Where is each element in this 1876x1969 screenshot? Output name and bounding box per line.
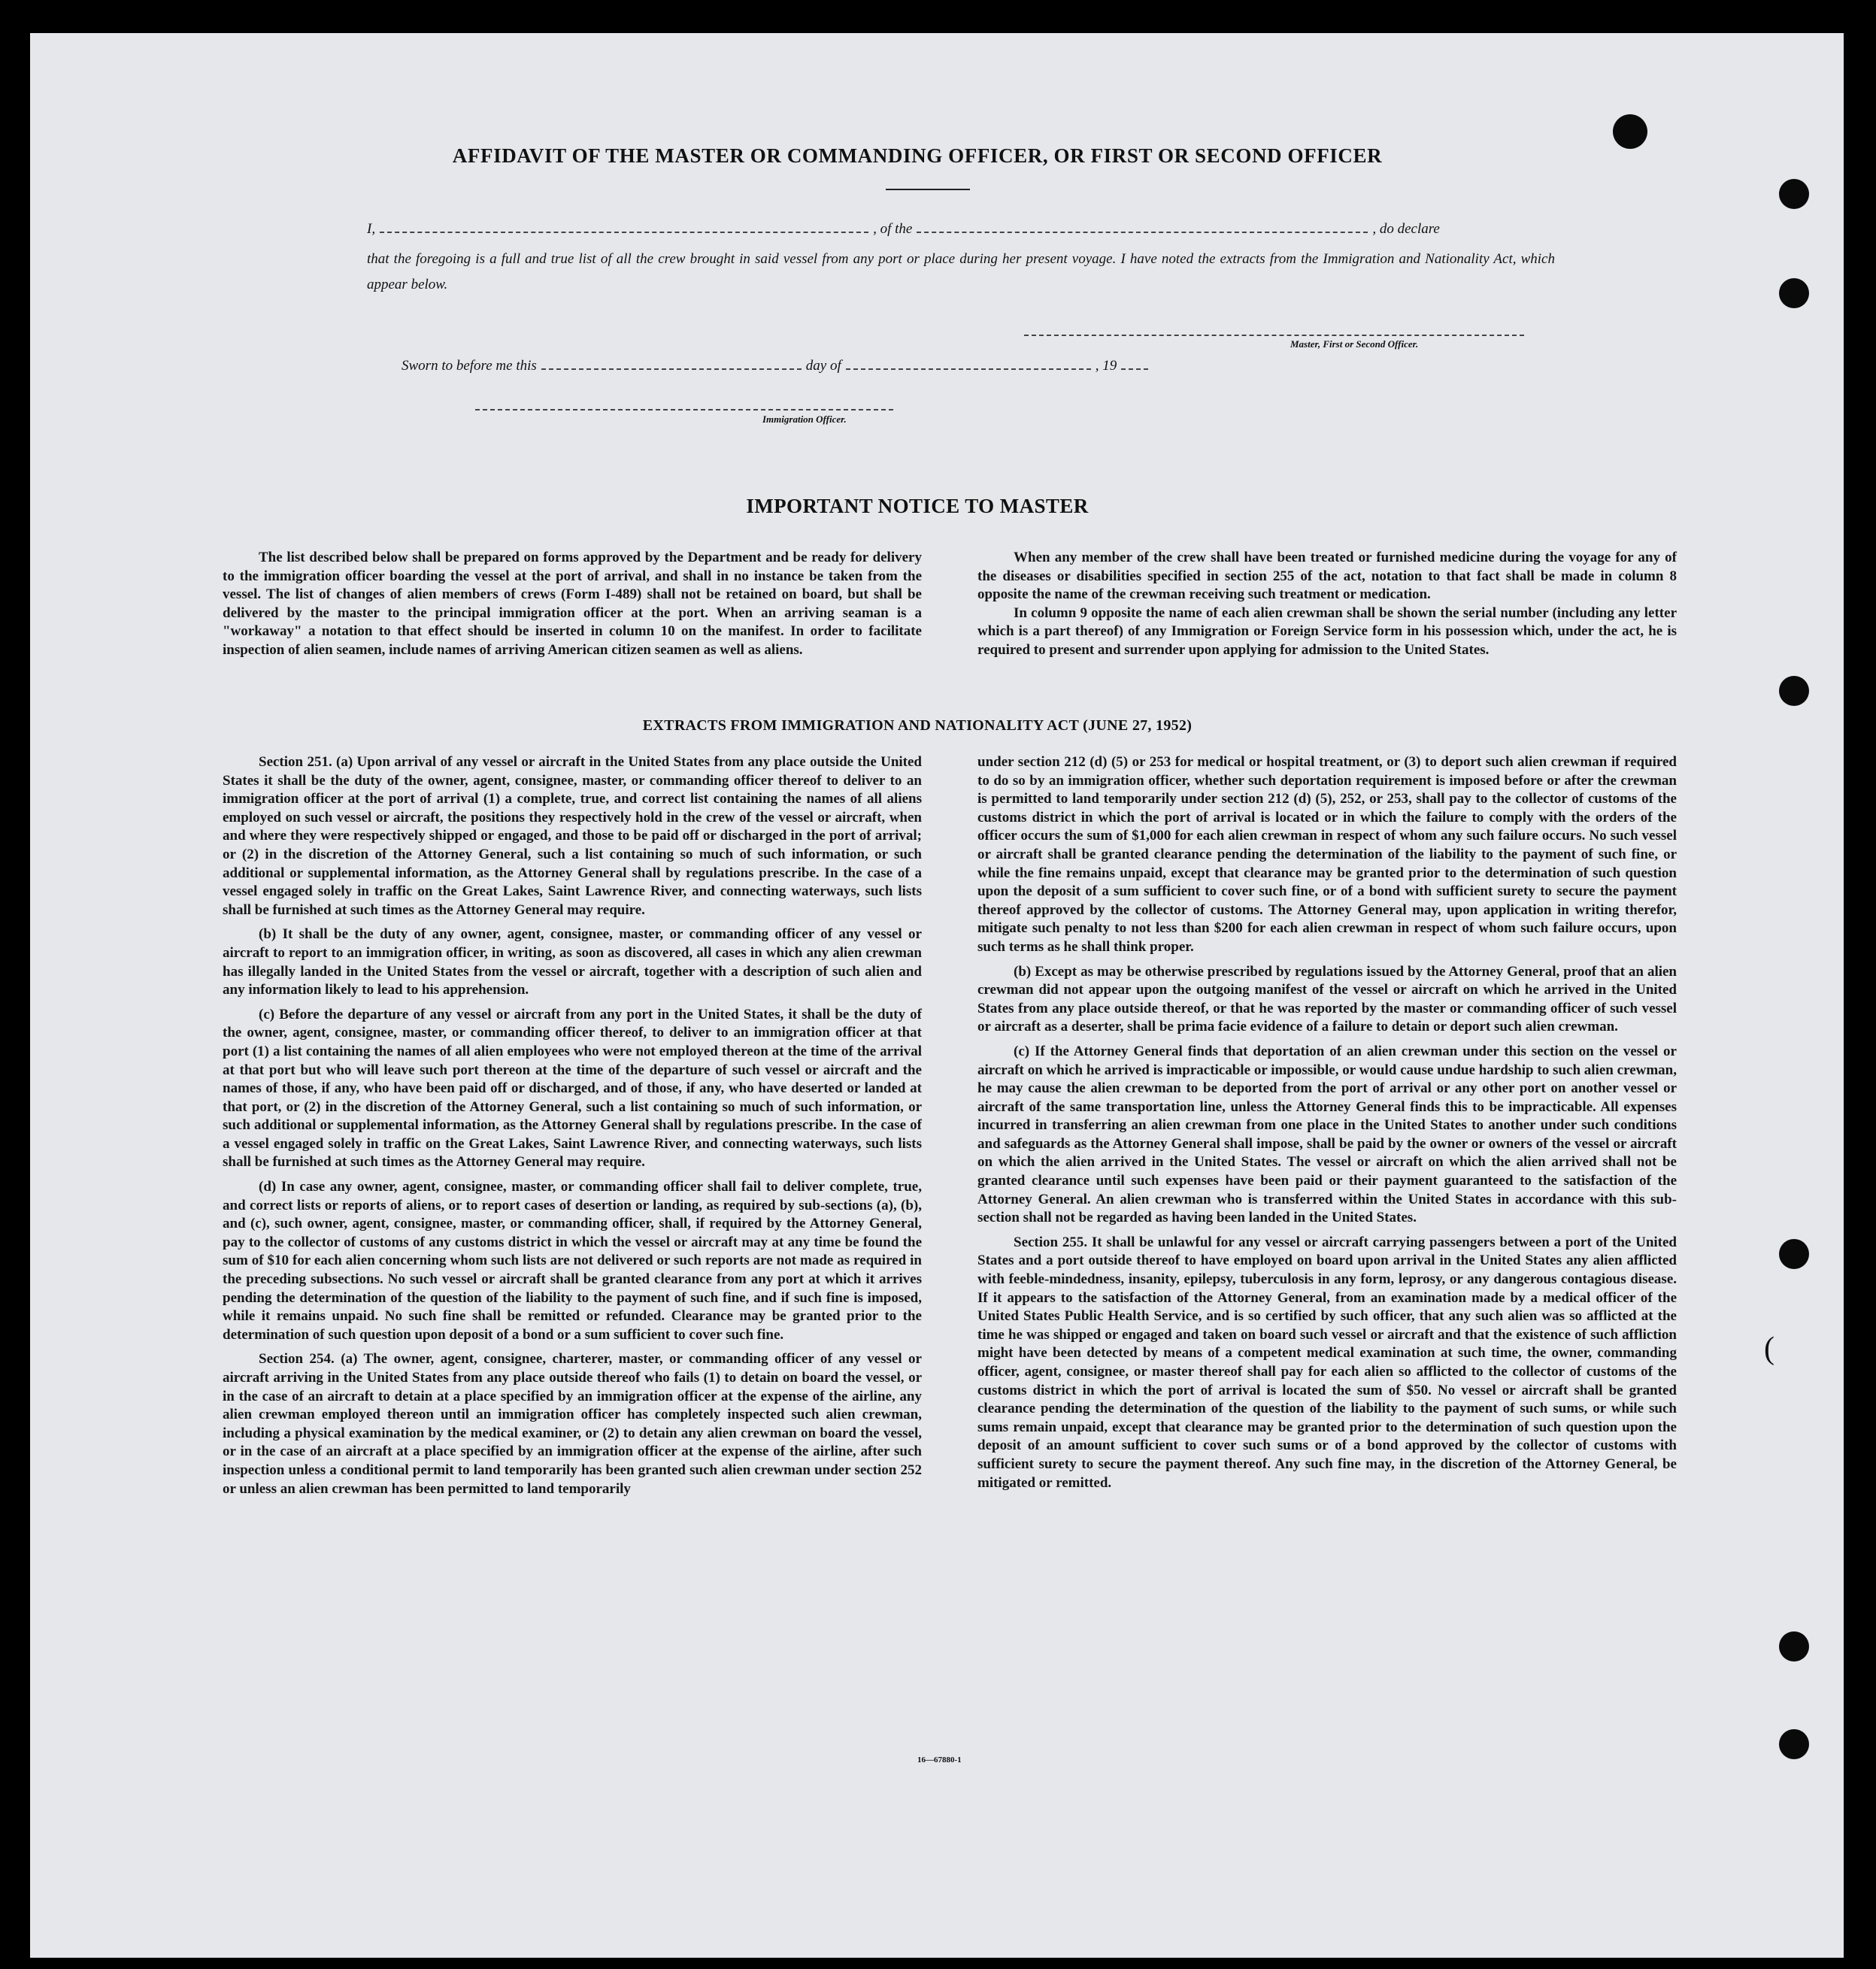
month-blank[interactable]: [846, 368, 1091, 370]
punch-hole: [1779, 1239, 1809, 1269]
declaration-line-1: [367, 221, 1555, 238]
form-number: 16—67880-1: [917, 1755, 962, 1765]
officer-caption: Immigration Officer.: [762, 413, 847, 425]
declaration-i: I,: [367, 221, 376, 237]
extracts-title: EXTRACTS FROM IMMIGRATION AND NATIONALITY ACT (JUNE 27, 1952): [642, 717, 1193, 734]
declaration-text: that the foregoing is a full and true list of all the crew brought in said vessel from any port or place during her present voyage. I have noted the extracts from the Immigration and Nationality Act, which appear below.: [367, 251, 1555, 292]
extract-paragraph: (c) Before the departure of any vessel or aircraft from any port in the United States, it shall be the duty of the owner, agent, consignee, master, or commanding officer thereof, to deliver to an immigration officer at that port (1) a list containing the names of all alien employees who were not employed thereon at the time of the arrival at that port but who will leave such port thereon at the time of the departure of such vessel or aircraft and the names of those, if any, who have been paid off or discharged, and of those, if any, who have deserted or landed at that port, or (2) in the discretion of the Attorney General, such a list containing so much of such information, or such additional or supplemental information, as the Attorney General shall by regulations prescribe. In the case of a vessel engaged solely in traffic on the Great Lakes, Saint Lawrence River, and connecting waterways, such lists shall be furnished at such times as the Attorney General may require.: [223, 1006, 922, 1171]
year-blank[interactable]: [1121, 368, 1148, 370]
vessel-blank[interactable]: [917, 232, 1368, 233]
title-rule: [886, 189, 970, 190]
name-blank[interactable]: [380, 232, 868, 233]
officer-signature-line[interactable]: [475, 409, 893, 410]
notice-paragraph: In column 9 opposite the name of each alien crewman shall be shown the serial number (including any letter which is a part thereof) of any Immigration or Foreign Service form in his possession which, under the act, he is required to present and surrender upon applying for admission to the United States.: [977, 604, 1677, 658]
master-signature-line[interactable]: [1024, 335, 1524, 336]
notice-paragraph: The list described below shall be prepared on forms approved by the Department and be ready for delivery to the immigration officer boarding the vessel at the port of arrival, and shall in no instance be taken from the vessel. The list of changes of alien members of crews (Form I-489) shall not be retained on board, but shall be delivered by the master to the principal immigration officer at the port. When an arriving seaman is a "workaway" a notation to that effect should be inserted in column 10 on the manifest. In order to facilitate inspection of alien seamen, include names of arriving American citizen seamen as well as aliens.: [223, 550, 922, 658]
extract-paragraph: (b) It shall be the duty of any owner, agent, consignee, master, or commanding officer of any vessel or aircraft to report to an immigration officer, in writing, as soon as discovered, all cases in which any alien crewman has illegally landed in the United States from the vessel or aircraft, together with a description of such alien and any information likely to lead to his apprehension.: [223, 926, 922, 998]
sworn-blank[interactable]: [541, 368, 802, 370]
extract-paragraph: (b) Except as may be otherwise prescribed by regulations issued by the Attorney General, proof that an alien crewman did not appear upon the outgoing manifest of the vessel or aircraft on which he arrived in the United States from any place outside thereof, or that he was reported by the master or commanding officer of such vessel or aircraft as a deserter, shall be prima facie evidence of a failure to detain or deport such alien crewman.: [977, 963, 1677, 1035]
declaration-do-declare: , do declare: [1372, 221, 1440, 237]
extracts-column-right: [977, 753, 1677, 1498]
extract-paragraph: (d) In case any owner, agent, consignee, master, or commanding officer shall fail to deliver complete, true, and correct lists or reports of aliens, or to report cases of desertion or landing, as required by sub-sections (a), (b), and (c), such owner, agent, consignee, master, or commanding officer, shall, if required by the Attorney General, pay to the collector of customs of any customs district in which the vessel or aircraft may at any time be found the sum of $10 for each alien concerning whom such lists are not delivered or such reports are not made as required in the preceding subsections. No such vessel or aircraft shall be granted clearance from any port at which it arrives pending the determination of the question of the liability to the payment of such fine, and if such fine is imposed, while it remains unpaid. No such fine shall be remitted or refunded. Clearance may be granted prior to the determination of such question upon deposit of a bond or a sum sufficient to cover such fine.: [223, 1179, 922, 1343]
affidavit-title: AFFIDAVIT OF THE MASTER OR COMMANDING OFFICER, OR FIRST OR SECOND OFFICER: [452, 144, 1383, 167]
master-caption: Master, First or Second Officer.: [1290, 338, 1419, 350]
notice-column-right: [977, 549, 1677, 660]
extract-paragraph: (c) If the Attorney General finds that deportation of an alien crewman under this section on the vessel or aircraft on which he arrived is impracticable or impossible, or would cause undue hardship to such alien crewman, he may cause the alien crewman to be deported from the port of arrival or any other port on another vessel or aircraft of the same transportation line, unless the Attorney General finds this to be impracticable. All expenses incurred in transferring an alien crewman from one place in the United States to another under such conditions and safeguards as the Attorney General shall impose, shall be paid by the owner or owners of the vessel or aircraft on which the alien arrived in the United States. The vessel or aircraft on which the alien arrived shall not be granted clearance until such expenses have been paid or their payment guaranteed to the satisfaction of the Attorney General. An alien crewman who is transferred within the United States in accordance with this sub-section shall not be regarded as having been landed in the United States.: [977, 1043, 1677, 1226]
punch-hole: [1779, 1631, 1809, 1662]
margin-mark: (: [1764, 1331, 1774, 1366]
sworn-line: Sworn to before me this day of , 19: [402, 358, 1153, 374]
punch-hole: [1779, 1729, 1809, 1759]
notice-paragraph: When any member of the crew shall have been treated or furnished medicine during the voyage for any of the diseases or disabilities specified in section 255 of the act, notation to that fact shall be made in column 8 opposite the name of the crewman receiving such treatment or medication.: [977, 550, 1677, 603]
declaration-of-the: , of the: [873, 221, 913, 237]
extract-paragraph: Section 255. It shall be unlawful for any vessel or aircraft carrying passengers between a port of the United States and a port outside thereof to have employed on board upon arrival in the United States any alien afflicted with feeble-mindedness, insanity, epilepsy, tuberculosis in any form, leprosy, or any dangerous contagious disease. If it appears to the satisfaction of the Attorney General, from an examination made by a medical officer of the United States Public Health Service, and is so certified by such officer, that any such alien was so afflicted at the time he was shipped or engaged and taken on board such vessel or aircraft and that the existence of such affliction might have been detected by means of a competent medical examination at such time, the owner, commanding officer, agent, consignee, or master thereof shall pay for each alien so afflicted to the collector of customs of the customs district in which the port of arrival is located the sum of $50. No vessel or aircraft shall be granted clearance pending the determination of the question of the liability to the payment of such sums, or while such sums remain unpaid, except that clearance may be granted prior to the determination of such question upon the deposit of an amount sufficient to cover such sums or of a bond approved by the collector of customs with sufficient surety to secure the payment thereof. Any such fine may, in the discretion of the Attorney General, be mitigated or remitted.: [977, 1234, 1677, 1491]
extracts-column-left: [223, 753, 922, 1504]
extract-paragraph: Section 254. (a) The owner, agent, consignee, charterer, master, or commanding officer of any vessel or aircraft arriving in the United States from any place outside thereof who fails (1) to detain on board the vessel, or in the case of an aircraft to detain at a place specified by an immigration officer at the expense of the airline, any alien crewman employed thereon until an immigration officer has completely inspected such alien crewman, including a physical examination by the medical examiner, or (2) to detain any alien crewman on board the vessel, or in the case of an aircraft at a place specified by an immigration officer at the expense of the airline, after such inspection unless a conditional permit to land temporarily has been granted such alien crewman under section 252 or unless an alien crewman has been permitted to land temporarily: [223, 1351, 922, 1497]
punch-hole: [1779, 179, 1809, 209]
document-page: [30, 33, 1844, 1958]
punch-hole: [1779, 676, 1809, 706]
notice-column-left: [223, 549, 922, 660]
extract-paragraph: under section 212 (d) (5) or 253 for medical or hospital treatment, or (3) to deport such alien crewman if required to do so by an immigration officer, whether such deportation requirement is imposed before or after the crewman is permitted to land temporarily under section 212 (d) (5), 252, or 253, shall pay to the collector of customs of the customs district in which the port of arrival is located or in which the failure to comply with the orders of the officer occurs the sum of $1,000 for each alien crewman in respect of whom any such failure occurs. No such vessel or aircraft shall be granted clearance pending the determination of the liability to the payment of such fine, or while the fine remains unpaid, except that clearance may be granted prior to the determination of such question upon the deposit of a sum sufficient to cover such fine, or of a bond with sufficient surety to secure the payment thereof approved by the collector of customs. The Attorney General may, upon application in writing therefor, mitigate such penalty to not less than $200 for each alien crewman in respect of whom such failure occurs, upon such terms as he shall think proper.: [977, 754, 1677, 955]
punch-hole: [1779, 278, 1809, 308]
extract-paragraph: Section 251. (a) Upon arrival of any vessel or aircraft in the United States from any place outside the United States it shall be the duty of the owner, agent, consignee, master, or commanding officer thereof to deliver to an immigration officer at the port of arrival (1) a complete, true, and correct list containing the names of all aliens employed on such vessel or aircraft, the positions they respectively hold in the crew of the vessel or aircraft, when and where they were respectively shipped or engaged, and those to be paid off or discharged in the port of arrival; or (2) in the discretion of the Attorney General, such a list containing so much of such information, or such additional or supplemental information, as the Attorney General shall by regulations prescribe. In the case of a vessel engaged solely in traffic on the Great Lakes, Saint Lawrence River, and connecting waterways, such lists shall be furnished at such times as the Attorney General may require.: [223, 754, 922, 918]
notice-title: IMPORTANT NOTICE TO MASTER: [746, 495, 1089, 517]
